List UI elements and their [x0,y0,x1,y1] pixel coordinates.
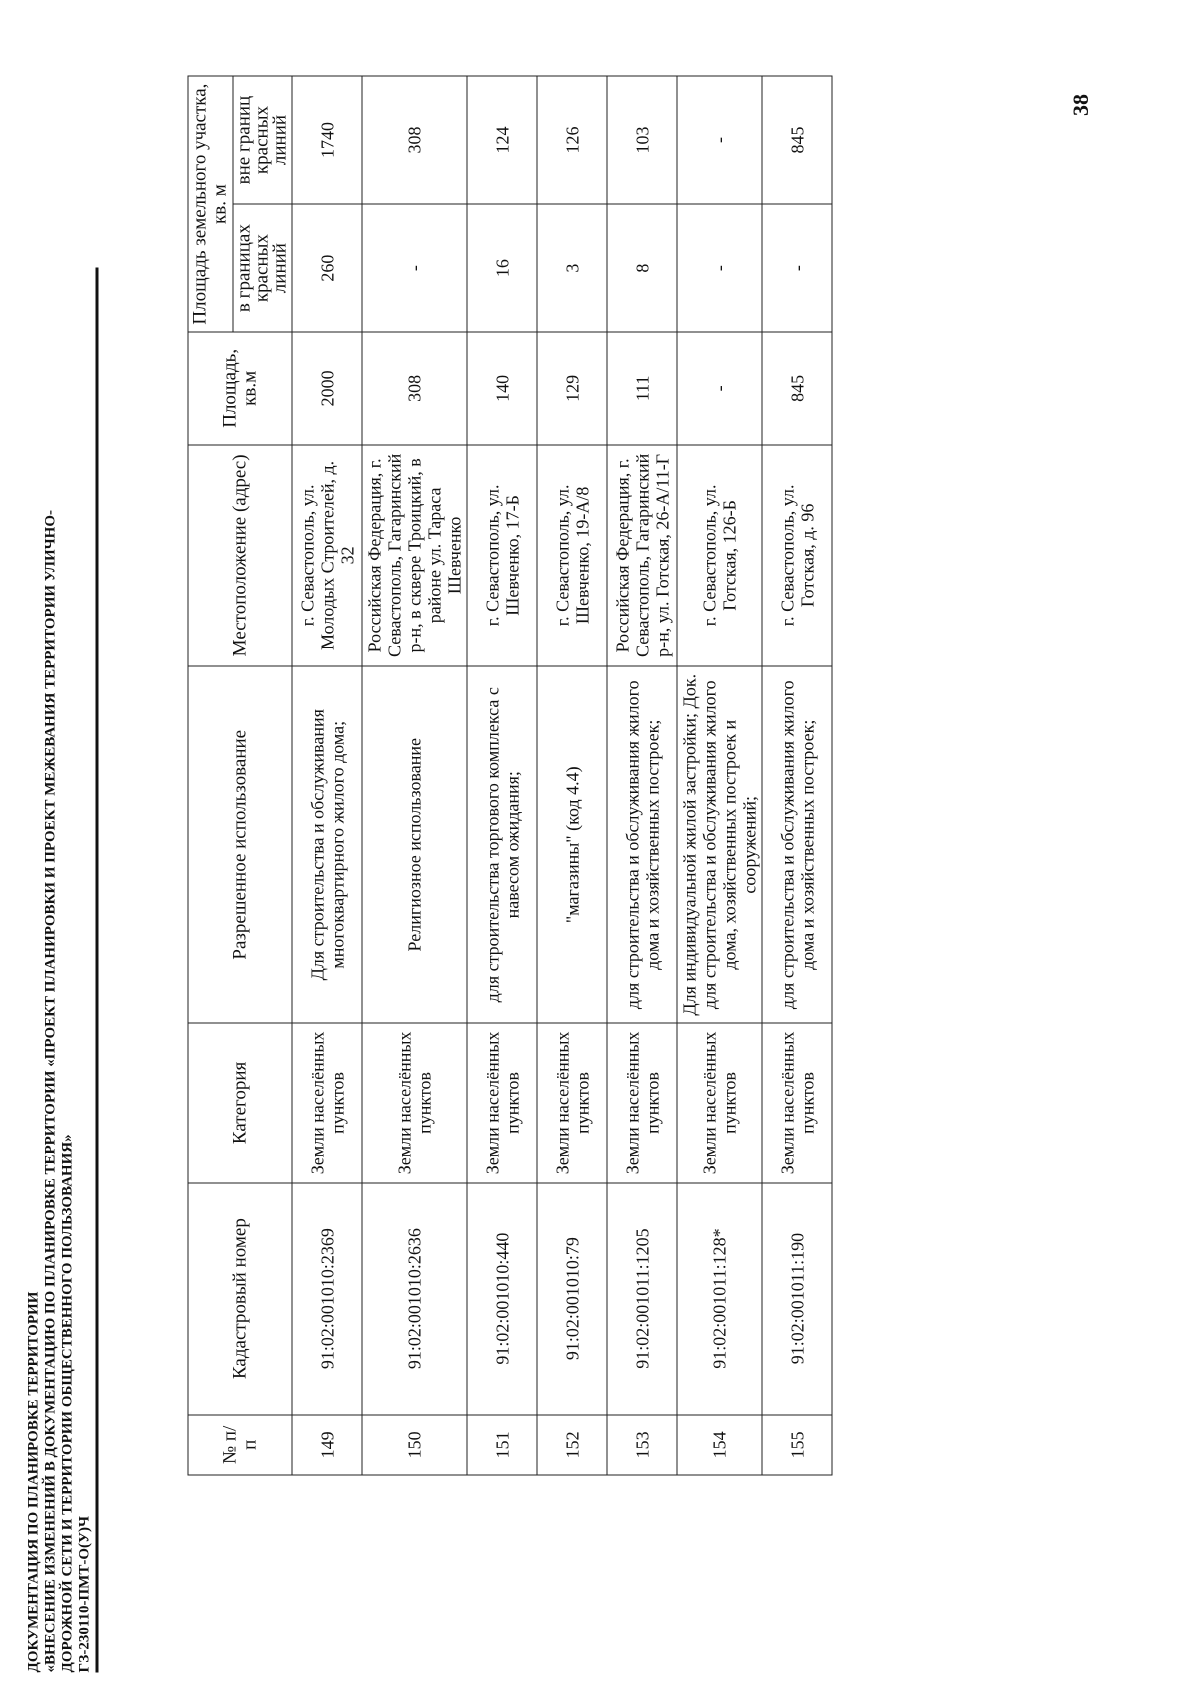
cell-category: Земли населённых пунктов [607,1023,677,1182]
cell-area: 140 [467,332,537,444]
table-row [362,76,467,1475]
cell-num: 149 [292,1415,362,1475]
cell-within-red-lines: - [362,204,467,332]
cell-outside-red-lines: - [677,76,762,204]
cell-category: Земли населённых пунктов [362,1023,467,1182]
land-plots-table [188,76,833,1476]
cell-num: 155 [762,1415,832,1475]
table-row [607,76,677,1475]
header-land-area: Площадь земельного участка, кв. м [188,76,233,332]
cell-cadastral: 91:02:001010:2636 [362,1183,467,1415]
cell-within-red-lines: 16 [467,204,537,332]
header-area: Площадь, кв.м [188,332,292,444]
header-divider [96,268,99,1673]
table-row [677,76,762,1475]
header-line: ГЗ-230110-ПМТ-О(У)Ч [76,1516,93,1673]
cell-permitted-use: для строительства и обслуживания жилого дома и хозяйственных построек; [607,666,677,1023]
cell-location: г. Севастополь, ул. Шевченко, 17-Б [467,445,537,667]
table-row [292,76,362,1475]
header-outside-red-lines: вне границ красных линий [233,76,292,204]
cell-permitted-use: Для строительства и обслуживания многоквартирного жилого дома; [292,666,362,1023]
cell-outside-red-lines: 126 [537,76,607,204]
cell-outside-red-lines: 308 [362,76,467,204]
cell-location: г. Севастополь, ул. Готская, д. 96 [762,445,832,667]
cell-category: Земли населённых пунктов [677,1023,762,1182]
document-header [25,509,94,1673]
cell-permitted-use: для строительства торгового комплекса с навесом ожидания; [467,666,537,1023]
table-row [537,76,607,1475]
header-location: Местоположение (адрес) [188,445,292,667]
cell-cadastral: 91:02:001011:190 [762,1183,832,1415]
cell-within-red-lines: - [762,204,832,332]
table-row [467,76,537,1475]
cell-permitted-use: Для индивидуальной жилой застройки; Док. для строительства и обслуживания жилого дома, хозяйственных построек и сооружений; [677,666,762,1023]
cell-category: Земли населённых пунктов [537,1023,607,1182]
cell-category: Земли населённых пунктов [762,1023,832,1182]
table-row [762,76,832,1475]
rotated-page-content [18,1,1183,1691]
cell-location: г. Севастополь, ул. Шевченко, 19-А/8 [537,445,607,667]
cell-num: 153 [607,1415,677,1475]
header-permitted-use: Разрешенное использование [188,666,292,1023]
cell-within-red-lines: 260 [292,204,362,332]
cell-cadastral: 91:02:001010:79 [537,1183,607,1415]
cell-outside-red-lines: 103 [607,76,677,204]
header-num: № п/п [188,1415,292,1475]
cell-location: г. Севастополь, ул. Готская, 126-Б [677,445,762,667]
header-line: ДОКУМЕНТАЦИЯ ПО ПЛАНИРОВКЕ ТЕРРИТОРИИ [25,1291,42,1673]
header-within-red-lines: в границах красных линий [233,204,292,332]
header-category: Категория [188,1023,292,1182]
cell-within-red-lines: 3 [537,204,607,332]
cell-outside-red-lines: 124 [467,76,537,204]
cell-area: 308 [362,332,467,444]
cell-location: Российская Федерация, г. Севастополь, Гагаринский р-н, ул. Готская, 26-А/11-Г [607,445,677,667]
cell-num: 152 [537,1415,607,1475]
cell-location: Российская Федерация, г. Севастополь, Гагаринский р-н, в сквере Троицкий, в районе ул. Тараса Шевченко [362,445,467,667]
cell-category: Земли населённых пунктов [467,1023,537,1182]
cell-cadastral: 91:02:001010:440 [467,1183,537,1415]
cell-cadastral: 91:02:001010:2369 [292,1183,362,1415]
page-number: 38 [1068,94,1093,116]
cell-area: 129 [537,332,607,444]
cell-num: 154 [677,1415,762,1475]
cell-within-red-lines: 8 [607,204,677,332]
cell-num: 150 [362,1415,467,1475]
cell-permitted-use: для строительства и обслуживания жилого дома и хозяйственных построек; [762,666,832,1023]
header-line: ДОРОЖНОЙ СЕТИ И ТЕРРИТОРИИ ОБЩЕСТВЕННОГО ПОЛЬЗОВАНИЯ» [59,1134,76,1673]
cell-outside-red-lines: 845 [762,76,832,204]
cell-area: 111 [607,332,677,444]
cell-area: 2000 [292,332,362,444]
cell-cadastral: 91:02:001011:1205 [607,1183,677,1415]
cell-outside-red-lines: 1740 [292,76,362,204]
cell-location: г. Севастополь, ул. Молодых Строителей, д. 32 [292,445,362,667]
cell-within-red-lines: - [677,204,762,332]
cell-cadastral: 91:02:001011:128* [677,1183,762,1415]
cell-num: 151 [467,1415,537,1475]
cell-permitted-use: Религиозное использование [362,666,467,1023]
header-cadastral: Кадастровый номер [188,1183,292,1415]
cell-area: - [677,332,762,444]
header-line: «ВНЕСЕНИЕ ИЗМЕНЕНИЙ В ДОКУМЕНТАЦИЮ ПО ПЛАНИРОВКЕ ТЕРРИТОРИИ «ПРОЕКТ ПЛАНИРОВКИ И ПРОЕКТ МЕЖЕВАНИЯ ТЕРРИТОРИИ УЛИЧНО- [42,509,59,1673]
cell-permitted-use: "магазины" (код 4.4) [537,666,607,1023]
cell-area: 845 [762,332,832,444]
cell-category: Земли населённых пунктов [292,1023,362,1182]
